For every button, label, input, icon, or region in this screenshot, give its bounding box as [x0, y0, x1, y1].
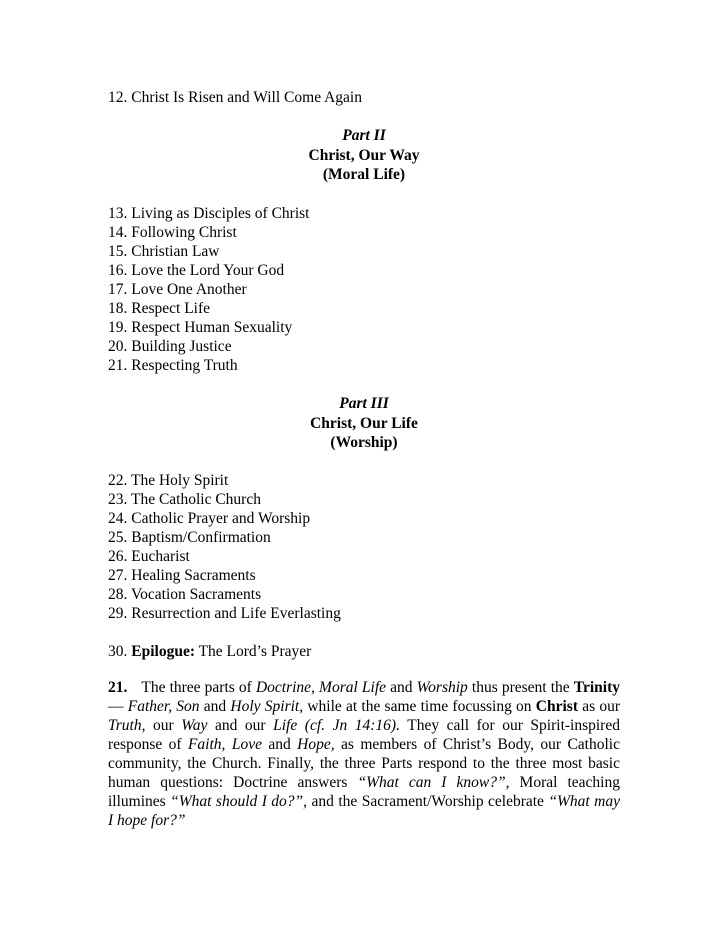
list-item-20: 20. Building Justice — [108, 338, 232, 355]
list-item-13: 13. Living as Disciples of Christ — [108, 205, 310, 222]
epilogue-number: 30. — [108, 643, 128, 660]
epilogue-label: Epilogue: — [131, 643, 195, 660]
list-item-19: 19. Respect Human Sexuality — [108, 319, 293, 336]
part-3-title: Christ, Our Life — [310, 415, 418, 432]
para-text: and — [386, 679, 417, 696]
para-em-worship: Worship — [416, 679, 468, 696]
paragraph-21 — [108, 678, 620, 830]
para-em-question-1: “What can I know?”, — [357, 774, 510, 791]
paragraph-number: 21. — [108, 679, 128, 696]
para-em-faith-love: Faith, Love — [187, 736, 262, 753]
para-text: thus present the — [467, 679, 574, 696]
para-text: The three parts of — [141, 679, 256, 696]
para-em-way: Way — [181, 717, 208, 734]
list-item-17: 17. Love One Another — [108, 281, 247, 298]
part-2-label: Part II — [342, 127, 386, 144]
list-item-22: 22. The Holy Spirit — [108, 472, 229, 489]
part-3-label: Part III — [339, 395, 389, 412]
para-text: — — [108, 698, 128, 715]
para-text: and — [261, 736, 298, 753]
para-text: our — [145, 717, 182, 734]
list-item-27: 27. Healing Sacraments — [108, 567, 256, 584]
para-text: as members of Christ’s Body, our Catholic community, the Church. Finally, the three Parts respond to the three most basic human questions: Doctrine answers — [108, 736, 620, 791]
para-text: and our — [207, 717, 274, 734]
list-item-26: 26. Eucharist — [108, 548, 190, 565]
para-text: Moral teaching illumines — [108, 774, 620, 810]
para-em-holy-spirit: Holy Spirit, — [230, 698, 304, 715]
list-item-24: 24. Catholic Prayer and Worship — [108, 510, 311, 527]
para-em-life: Life (cf. Jn 14:16). — [273, 717, 400, 734]
list-item-28: 28. Vocation Sacraments — [108, 586, 262, 603]
para-strong-trinity: Trinity — [573, 679, 620, 696]
list-item-15: 15. Christian Law — [108, 243, 220, 260]
list-item-23: 23. The Catholic Church — [108, 491, 261, 508]
para-text: and — [199, 698, 231, 715]
para-em-truth: Truth, — [108, 717, 146, 734]
epilogue-text: The Lord’s Prayer — [194, 643, 312, 660]
list-item-18: 18. Respect Life — [108, 300, 211, 317]
para-text: and the Sacrament/Worship celebrate — [307, 793, 549, 810]
para-em-hope: Hope, — [297, 736, 335, 753]
para-em-question-3: “What may I hope for?” — [108, 793, 620, 829]
para-text: They call for our Spirit-inspired response of — [108, 717, 620, 753]
para-em-doctrine: Doctrine, Moral Life — [255, 679, 387, 696]
list-item-16: 16. Love the Lord Your God — [108, 262, 285, 279]
para-em-father-son: Father, Son — [127, 698, 200, 715]
para-text: as our — [577, 698, 621, 715]
part-3-subtitle: (Worship) — [330, 434, 398, 451]
part-2-subtitle: (Moral Life) — [322, 166, 406, 183]
para-text: while at the same time focussing on — [303, 698, 536, 715]
para-strong-christ: Christ — [535, 698, 578, 715]
list-item-21: 21. Respecting Truth — [108, 357, 238, 374]
list-item-25: 25. Baptism/Confirmation — [108, 529, 271, 546]
list-item-14: 14. Following Christ — [108, 224, 237, 241]
list-item-29: 29. Resurrection and Life Everlasting — [108, 605, 341, 622]
para-em-question-2: “What should I do?”, — [170, 793, 308, 810]
part-2-title: Christ, Our Way — [308, 147, 420, 164]
list-item-12: 12. Christ Is Risen and Will Come Again — [108, 89, 362, 106]
list-item-30 — [108, 642, 311, 661]
